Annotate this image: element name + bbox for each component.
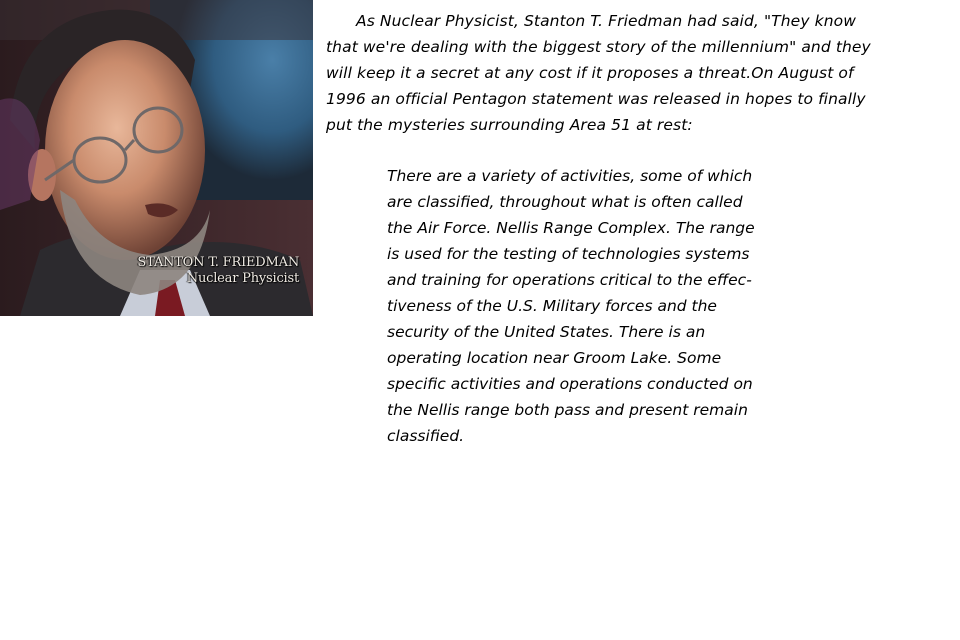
quote-line: is used for the testing of technologies systems [387, 245, 750, 263]
intro-line: will keep it a secret at any cost if it proposes a threat.On August of [326, 64, 854, 82]
intro-line: 1996 an official Pentagon statement was released in hopes to finally [326, 90, 866, 108]
portrait-photo [0, 0, 313, 316]
quote-line: operating location near Groom Lake. Some [387, 349, 722, 367]
quote-line: specific activities and operations conducted on [387, 375, 753, 393]
caption-name: STANTON T. FRIEDMAN [137, 255, 299, 270]
intro-line: As Nuclear Physicist, Stanton T. Friedman had said, "They know [356, 12, 856, 30]
photo-caption [137, 255, 299, 287]
quote-line: the Air Force. Nellis Range Complex. The range [387, 219, 755, 237]
intro-paragraph [326, 8, 936, 138]
quote-line: classified. [387, 427, 465, 445]
quote-line: tiveness of the U.S. Military forces and the [387, 297, 717, 315]
quote-line: security of the United States. There is an [387, 323, 706, 341]
intro-line: that we're dealing with the biggest story of the millennium" and they [326, 38, 871, 56]
quote-line: are classified, throughout what is often called [387, 193, 743, 211]
quote-line: and training for operations critical to the effec- [387, 271, 752, 289]
pentagon-statement-quote [387, 163, 827, 449]
quote-line: There are a variety of activities, some of which [387, 167, 753, 185]
quote-line: the Nellis range both pass and present remain [387, 401, 748, 419]
intro-line: put the mysteries surrounding Area 51 at rest: [326, 116, 693, 134]
caption-role: Nuclear Physicist [186, 271, 299, 286]
